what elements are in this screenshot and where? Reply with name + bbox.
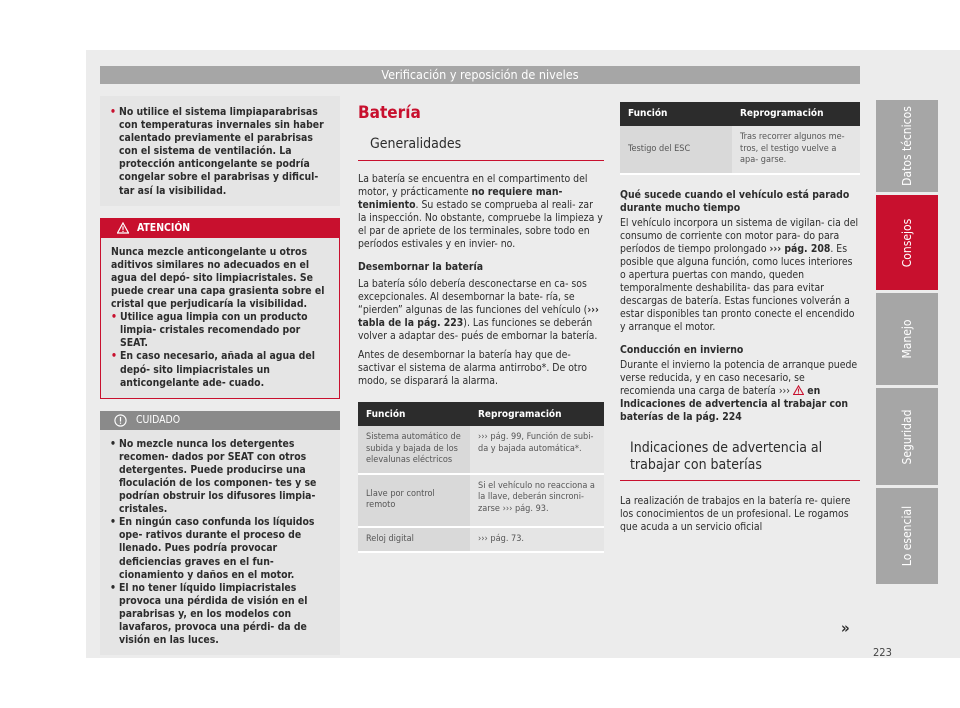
info-bullet	[110, 106, 330, 198]
reprogramming-table	[358, 402, 604, 553]
paragraph	[358, 173, 604, 252]
text-run: Durante el invierno la potencia de arranque puede verse reducida, y en caso necesario, se recomienda una carga de batería ›››	[620, 358, 858, 397]
side-tab-datos-tecnicos[interactable]	[876, 100, 938, 192]
bullet-icon: •	[110, 581, 116, 594]
cross-reference-link[interactable]: ››› tabla de la pág. 223	[358, 303, 599, 329]
warning-text: Nunca mezcle anticongelante u otros aditivos similares no adecuados en el agua del depó- sito limpiacristales. Se puede crear una capa grasienta sobre el cristal que perjudicaría la visibilidad.	[111, 245, 325, 311]
column-left	[100, 96, 340, 655]
section-title: Batería	[358, 103, 421, 123]
page-number: 223	[873, 646, 892, 659]
table-header: Función	[358, 402, 470, 426]
table-cell: Reloj digital	[358, 527, 470, 553]
paragraph	[620, 217, 860, 335]
side-tab-label: Consejos	[900, 218, 914, 267]
section-header: Verificación y reposición de niveles	[100, 66, 860, 84]
table-header: Reprogramación	[732, 102, 860, 126]
side-tab-lo-esencial[interactable]	[876, 488, 938, 584]
side-tab-label: Manejo	[900, 319, 914, 359]
side-tab-label: Lo esencial	[900, 505, 914, 567]
column-right	[620, 96, 860, 534]
warning-bullet	[111, 311, 329, 350]
warning-body	[101, 238, 339, 398]
table-cell: Llave por control remoto	[358, 474, 470, 527]
warning-bullet-text: Utilice agua limpia con un producto limpia- cristales recomendado por SEAT.	[120, 311, 308, 350]
text-run: . Su estado se comprueba al reali- zar la inspección. No obstante, compruebe la limpieza y el par de apriete de los terminales, sobre todo en períodos estivales y en invier- no.	[358, 199, 603, 251]
info-box	[100, 96, 340, 206]
continue-arrow-icon: »	[841, 619, 850, 637]
text-run: El vehículo incorpora un sistema de vigilan- cia del consumo de corriente con motor para- do para períodos de tiempo prolongado	[620, 216, 859, 255]
caution-title	[100, 411, 340, 430]
table-row	[358, 474, 604, 527]
warning-title	[101, 219, 339, 238]
caution-bullet-text: No mezcle nunca los detergentes recomen- dados por SEAT con otros detergentes. Puede producirse una floculación de los componen- tes y se podrían obstruir los difusores limpia- cristales.	[119, 437, 317, 516]
caution-bullet	[110, 516, 330, 581]
warning-box	[100, 218, 340, 399]
reprogramming-table-continued	[620, 102, 860, 175]
info-bullet-text: No utilice el sistema limpiaparabrisas con temperaturas invernales sin haber calentado previamente el parabrisas con el sistema de ventilación. La protección anticongelante se podría congelar sobre el parabrisas y dificul- tar así la visibilidad.	[119, 106, 324, 197]
bullet-icon: •	[110, 106, 116, 118]
warning-triangle-icon	[793, 385, 804, 395]
subtitle-rule	[358, 153, 604, 161]
paragraph	[620, 359, 860, 424]
section-subtitle	[370, 135, 604, 161]
caution-bullet-text: El no tener líquido limpiacristales provoca una pérdida de visión en el parabrisas y, en los modelos con lavafaros, provoca una pérdi- da de visión en las luces.	[119, 581, 308, 647]
caution-title-text: CUIDADO	[136, 413, 181, 426]
bullet-icon: •	[110, 516, 116, 529]
side-tab-label: Datos técnicos	[900, 106, 914, 186]
table-row	[358, 527, 604, 553]
warning-bullet-text: En caso necesario, añada al agua del depó- sito limpiacristales un anticongelante ade- cuado.	[120, 350, 315, 389]
warning-bullet	[111, 350, 329, 389]
side-tab-manejo[interactable]	[876, 293, 938, 385]
cross-reference-link[interactable]: ››› pág. 208	[769, 242, 831, 255]
side-tab-label: Seguridad	[900, 409, 914, 464]
table-cell: Testigo del ESC	[620, 126, 732, 174]
subheading: Qué sucede cuando el vehículo está parado durante mucho tiempo	[620, 188, 850, 214]
subtitle-text: Generalidades	[370, 136, 462, 152]
paragraph: Antes de desembornar la batería hay que de- sactivar el sistema de alarma antirrobo*. De otro modo, se disparará la alarma.	[358, 349, 587, 388]
caution-bullet	[110, 582, 330, 647]
bullet-icon: •	[111, 350, 117, 363]
table-cell: ››› pág. 73.	[470, 527, 604, 553]
text-run: La batería se encuentra en el compartimento del motor, y prácticamente	[358, 173, 588, 199]
caution-bullet	[110, 438, 330, 517]
table-header: Función	[620, 102, 732, 126]
warning-triangle-icon	[117, 222, 129, 234]
caution-box	[100, 411, 340, 656]
column-middle	[358, 96, 604, 553]
warning-title-text: ATENCIÓN	[137, 221, 191, 234]
table-cell: Si el vehículo no reacciona a la llave, deberán sincroni- zarse ››› pág. 93.	[470, 474, 604, 527]
subheading: Conducción en invierno	[620, 343, 744, 356]
table-cell: Sistema automático de subida y bajada de los elevalunas eléctricos	[358, 426, 470, 474]
subheading: Desembornar la batería	[358, 260, 483, 273]
paragraph	[358, 278, 604, 343]
side-tab-consejos[interactable]	[876, 195, 938, 290]
side-tab-seguridad[interactable]	[876, 388, 938, 485]
caution-body	[100, 430, 340, 656]
caution-bullet-text: En ningún caso confunda los líquidos ope- rativos durante el proceso de llenado. Pues podría provocar deficiencias graves en el fun- cionamiento y daños en el motor.	[119, 516, 315, 581]
table-header-row	[358, 402, 604, 426]
bullet-icon: •	[111, 311, 117, 324]
table-cell: Tras recorrer algunos me- tros, el testigo vuelve a apa- garse.	[732, 126, 860, 174]
table-row	[620, 126, 860, 174]
table-cell: ››› pág. 99, Función de subi- da y bajada automática*.	[470, 426, 604, 474]
table-header: Reprogramación	[470, 402, 604, 426]
text-run: La batería sólo debería desconectarse en ca- sos excepcionales. Al desembornar la bate- ría, se “pierden” algunas de las funciones del vehículo (	[358, 277, 588, 316]
bullet-icon: •	[110, 437, 116, 450]
info-circle-icon	[114, 414, 127, 427]
paragraph: La realización de trabajos en la batería re- quiere los conocimientos de un profesional. Le rogamos que acuda a un servicio oficial	[620, 495, 851, 534]
table-row	[358, 426, 604, 474]
text-run: ). Las funciones se deberán volver a adaptar des- pués de embornar la batería.	[358, 316, 598, 343]
section-heading: Indicaciones de advertencia al trabajar con baterías	[620, 440, 860, 481]
text-run: . Es posible que alguna función, como luces interiores o apertura puertas con mando, queden temporalmente deshabilita- das para evitar descargas de batería. Estas funciones volverán a estar disponibles tan pronto conecte el encendido y arranque el motor.	[620, 242, 855, 334]
table-header-row	[620, 102, 860, 126]
cross-reference-link[interactable]: en Indicaciones de advertencia al trabajar con baterías de la pág. 224	[620, 384, 849, 423]
text-run-bold: no requiere man- tenimiento	[358, 186, 563, 212]
